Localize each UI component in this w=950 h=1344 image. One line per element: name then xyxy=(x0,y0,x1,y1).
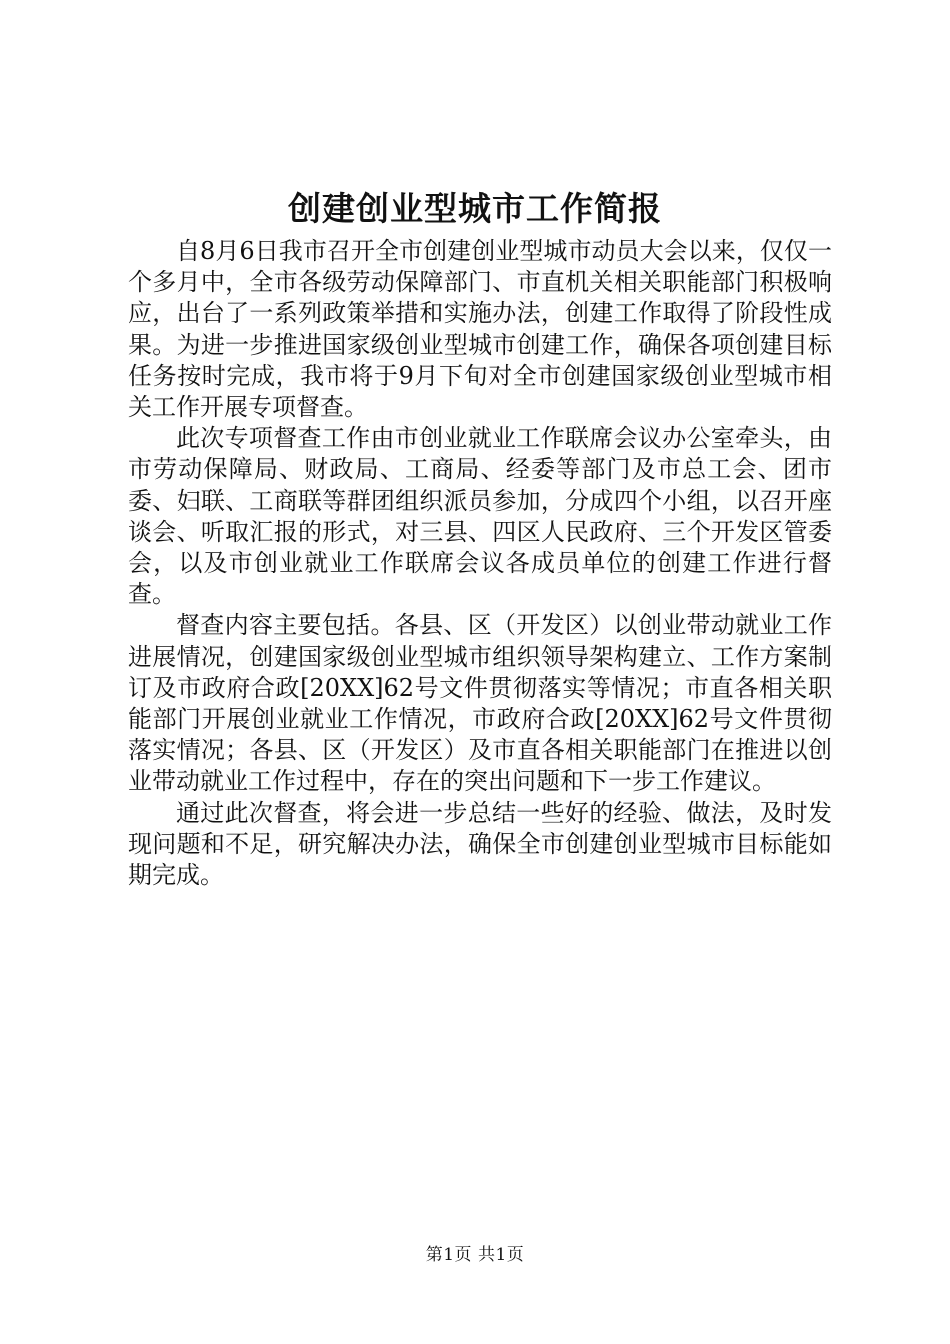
paragraph-4: 通过此次督查，将会进一步总结一些好的经验、做法，及时发现问题和不足，研究解决办法，确保全市创建创业型城市目标能如期完成。 xyxy=(128,798,832,890)
page-footer: 第1页 共1页 xyxy=(425,1245,525,1265)
document-title: 创建创业型城市工作简报 xyxy=(288,189,662,228)
paragraph-3: 督查内容主要包括。各县、区（开发区）以创业带动就业工作进展情况，创建国家级创业型城市组织领导架构建立、工作方案制订及市政府合政[20XX]62号文件贯彻落实等情况；市直各相关职能部门开展创业就业工作情况，市政府合政[20XX]62号文件贯彻落实情况；各县、区（开发区）及市直各相关职能部门在推进以创业带动就业工作过程中，存在的突出问题和下一步工作建议。 xyxy=(128,611,832,796)
paragraph-1: 自8月6日我市召开全市创建创业型城市动员大会以来，仅仅一个多月中，全市各级劳动保障部门、市直机关相关职能部门积极响应，出台了一系列政策举措和实施办法，创建工作取得了阶段性成果。为进一步推进国家级创业型城市创建工作，确保各项创建目标任务按时完成，我市将于9月下旬对全市创建国家级创业型城市相关工作开展专项督查。 xyxy=(128,237,832,422)
paragraph-2: 此次专项督查工作由市创业就业工作联席会议办公室牵头，由市劳动保障局、财政局、工商局、经委等部门及市总工会、团市委、妇联、工商联等群团组织派员参加，分成四个小组，以召开座谈会、听取汇报的形式，对三县、四区人民政府、三个开发区管委会，以及市创业就业工作联席会议各成员单位的创建工作进行督查。 xyxy=(128,424,832,609)
document-body xyxy=(128,236,832,891)
